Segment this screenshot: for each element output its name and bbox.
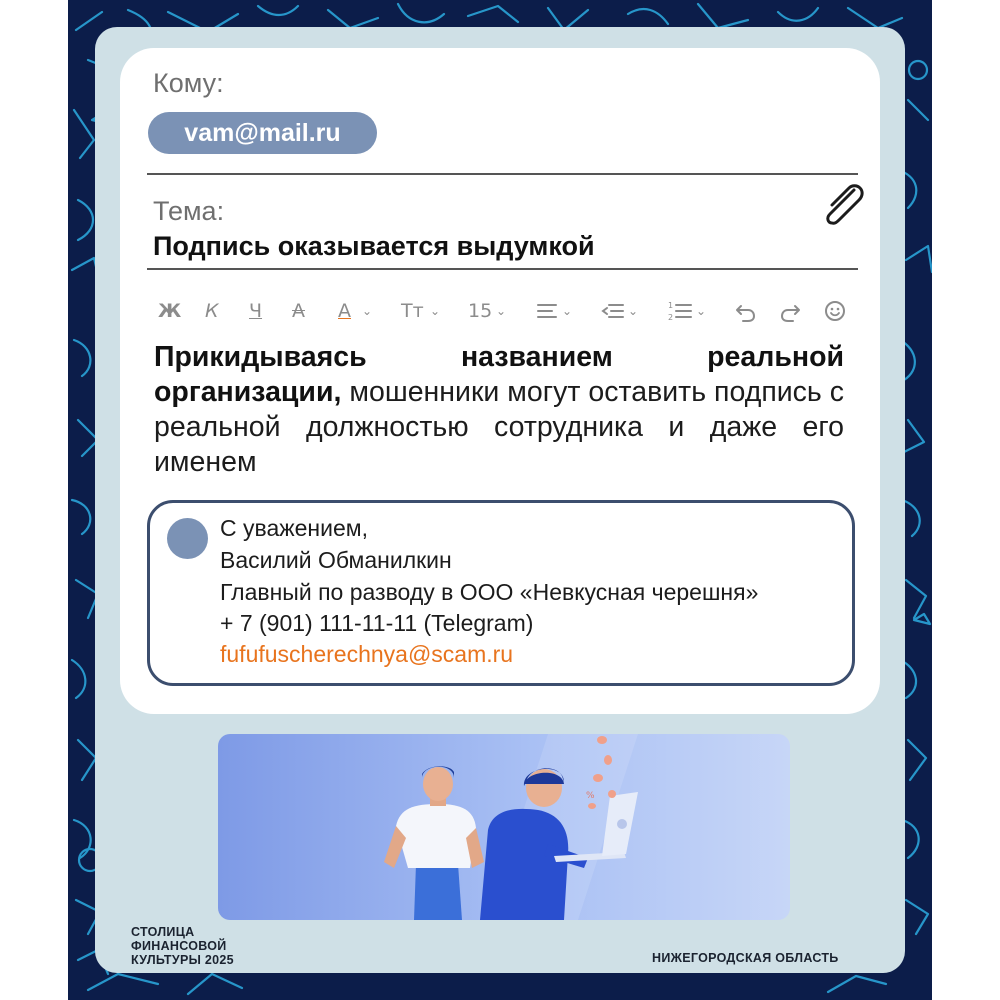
italic-button[interactable]: К bbox=[205, 300, 219, 322]
scammer-illustration bbox=[218, 734, 790, 920]
chevron-down-icon[interactable]: ⌄ bbox=[696, 304, 707, 318]
brand-logo-text: СТОЛИЦА ФИНАНСОВОЙ КУЛЬТУРЫ 2025 bbox=[131, 925, 234, 967]
signature-name: Василий Обманилкин bbox=[220, 547, 452, 573]
numbered-list-icon[interactable] bbox=[667, 296, 693, 326]
signature-email-link[interactable]: fufufuscherechnya@scam.ru bbox=[220, 641, 514, 667]
message-body[interactable] bbox=[154, 340, 844, 480]
recipient-chip[interactable]: vam@mail.ru bbox=[148, 112, 377, 154]
emoji-icon[interactable] bbox=[823, 296, 847, 326]
align-icon[interactable] bbox=[536, 296, 560, 326]
svg-text:2: 2 bbox=[668, 313, 674, 322]
subject-divider bbox=[147, 268, 858, 270]
svg-text:1: 1 bbox=[668, 301, 674, 310]
subject-label: Тема: bbox=[153, 196, 225, 226]
formatting-toolbar bbox=[150, 296, 855, 326]
undo-icon[interactable] bbox=[735, 296, 757, 326]
subject-input[interactable]: Подпись оказывается выдумкой bbox=[153, 231, 595, 261]
text-size-button[interactable]: Тт bbox=[401, 300, 424, 322]
paperclip-icon[interactable] bbox=[818, 182, 866, 226]
chevron-down-icon[interactable]: ⌄ bbox=[362, 304, 373, 318]
chevron-down-icon[interactable]: ⌄ bbox=[496, 304, 507, 318]
avatar bbox=[167, 518, 208, 559]
indent-icon[interactable] bbox=[601, 296, 625, 326]
signature-position: Главный по разводу в ООО «Невкусная черешня» bbox=[220, 579, 759, 605]
signature-phone: + 7 (901) 111-11-11 (Telegram) bbox=[220, 610, 534, 636]
underline-button[interactable]: Ч bbox=[249, 300, 263, 322]
text-color-button[interactable]: А bbox=[338, 300, 351, 322]
signature-greeting: С уважением, bbox=[220, 515, 368, 541]
to-divider bbox=[147, 173, 858, 175]
font-size-select[interactable]: 15 bbox=[468, 300, 493, 322]
chevron-down-icon[interactable]: ⌄ bbox=[628, 304, 639, 318]
redo-icon[interactable] bbox=[779, 296, 801, 326]
percent-icon: % bbox=[586, 791, 595, 801]
body-bold-text: Прикидываясь названием реальной организации, bbox=[154, 341, 844, 408]
chevron-down-icon[interactable]: ⌄ bbox=[430, 304, 441, 318]
region-label: НИЖЕГОРОДСКАЯ ОБЛАСТЬ bbox=[652, 951, 839, 965]
body-regular-text: мошенники могут оставить подпись с реальной должностью сотрудника и даже его именем bbox=[154, 376, 844, 478]
chevron-down-icon[interactable]: ⌄ bbox=[562, 304, 573, 318]
to-label: Кому: bbox=[153, 68, 224, 98]
strikethrough-button[interactable]: А bbox=[292, 300, 305, 322]
bold-button[interactable]: Ж bbox=[158, 300, 182, 322]
